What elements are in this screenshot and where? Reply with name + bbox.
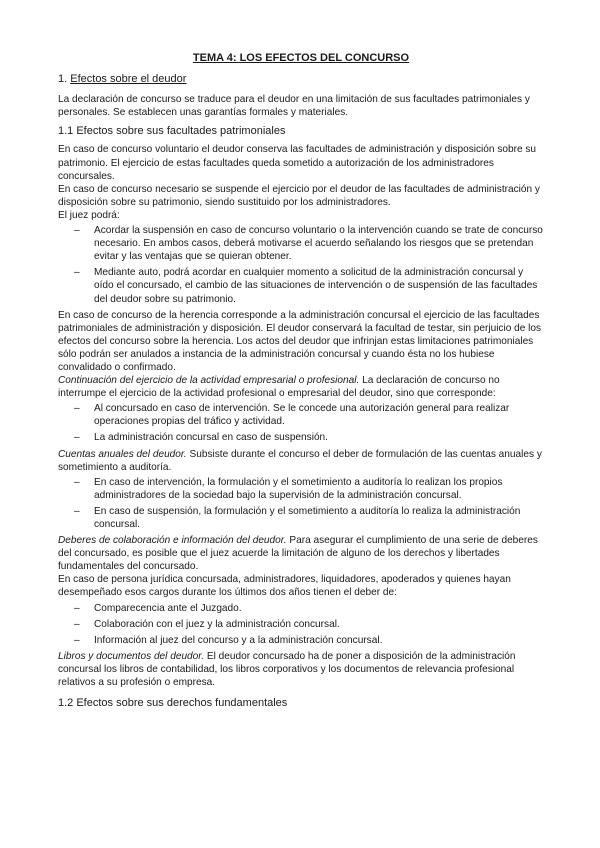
document-page: [58, 52, 544, 715]
paragraph-books: [58, 650, 544, 689]
duties-text: Para asegurar el cumplimiento de una serie de deberes del concursado, es posible que el juez acuerde la limitación de alguno de los derechos y libertades fundamentales del concursado.: [58, 535, 538, 573]
paragraph-judge: El juez podrá:: [58, 209, 120, 221]
section-1-2-heading: 1.2 Efectos sobre sus derechos fundamentales: [58, 697, 288, 710]
judge-list: [58, 224, 544, 306]
section-1-title: Efectos sobre el deudor: [70, 73, 187, 86]
paragraph-legal-person: En caso de persona jurídica concursada, administradores, liquidadores, apoderados y quienes hayan desempeñado esos cargos durante los últimos dos años tienen el deber de:: [58, 574, 511, 599]
activity-label: Continuación del ejercicio de la actividad empresarial o profesional.: [58, 375, 360, 387]
list-item: – En caso de intervención, la formulación y el sometimiento a auditoría lo realizan los propios administradores de la sociedad bajo la supervisión de la administración concursal.: [58, 476, 544, 502]
section-1-heading: [58, 73, 544, 86]
section-1-number: 1.: [58, 73, 68, 86]
list-item: – Información al juez del concurso y a la administración concursal.: [58, 634, 544, 647]
accounts-label: Cuentas anuales del deudor.: [58, 448, 187, 460]
list-item: – Acordar la suspensión en caso de concurso voluntario o la intervención cuando se trate de concurso necesario. En ambos casos, deberá motivarse el acuerdo señalando los riesgos que se pretendan evitar y las ventajas que se quieran obtener.: [58, 224, 544, 263]
list-item: – Colaboración con el juez y la administración concursal.: [58, 618, 544, 631]
books-label: Libros y documentos del deudor.: [58, 650, 205, 662]
section-1-intro: La declaración de concurso se traduce para el deudor en una limitación de sus facultades patrimoniales y personales. Se establecen unas garantías formales y materiales.: [58, 94, 530, 119]
activity-list: [58, 402, 544, 444]
paragraph-accounts: [58, 448, 544, 474]
paragraph-voluntary: En caso de concurso voluntario el deudor conserva las facultades de administración y disposición sobre su patrimonio. El ejercicio de estas facultades queda sometido a autorización de los administradores concursales.: [58, 144, 537, 182]
books-text: El deudor concursado ha de poner a disposición de la administración concursal los libros de contabilidad, los libros corporativos y los documentos de relevancia profesional relativos a su profesión o empresa.: [58, 650, 516, 689]
duties-label: Deberes de colaboración e información del deudor.: [58, 535, 287, 547]
page-title: TEMA 4: LOS EFECTOS DEL CONCURSO: [192, 52, 410, 64]
paragraph-duties: [58, 534, 544, 573]
accounts-text: Subsiste durante el concurso el deber de formulación de las cuentas anuales y sometimiento a auditoría.: [58, 448, 542, 473]
list-item: – En caso de suspensión, la formulación y el sometimiento a auditoría lo realiza la administración concursal.: [58, 505, 544, 531]
paragraph-necessary: En caso de concurso necesario se suspende el ejercicio por el deudor de las facultades de administración y disposición sobre su patrimonio, siendo sustituido por los administradores.: [58, 183, 540, 208]
paragraph-inheritance: En caso de concurso de la herencia corresponde a la administración concursal el ejercicio de las facultades patrimoniales de administración y disposición. El deudor conservará la facultad de testar, sin perjuicio de los efectos del concurso sobre la herencia. Los actos del deudor que infrinjan estas limitaciones patrimoniales sólo podrán ser anulados a instancia de la administración concursal y cuando ésta no los hubiese convalidado o confirmado.: [58, 309, 542, 373]
activity-text: La declaración de concurso no interrumpe el ejercicio de la actividad profesional o empresarial del deudor, sino que corresponde:: [58, 375, 500, 400]
list-item: – Al concursado en caso de intervención. Se le concede una autorización general para realizar operaciones propias del tráfico y actividad.: [58, 402, 544, 428]
list-item: – Mediante auto, podrá acordar en cualquier momento a solicitud de la administración concursal y oído el concursado, el cambio de las situaciones de intervención o de suspensión de las facultades del deudor sobre su patrimonio.: [58, 266, 544, 305]
list-item: – Comparecencia ante el Juzgado.: [58, 602, 544, 615]
accounts-list: [58, 476, 544, 531]
section-1-1-heading: 1.1 Efectos sobre sus facultades patrimoniales: [58, 125, 286, 138]
list-item: – La administración concursal en caso de suspensión.: [58, 431, 544, 444]
duty-list: [58, 602, 544, 647]
paragraph-activity: [58, 374, 544, 400]
